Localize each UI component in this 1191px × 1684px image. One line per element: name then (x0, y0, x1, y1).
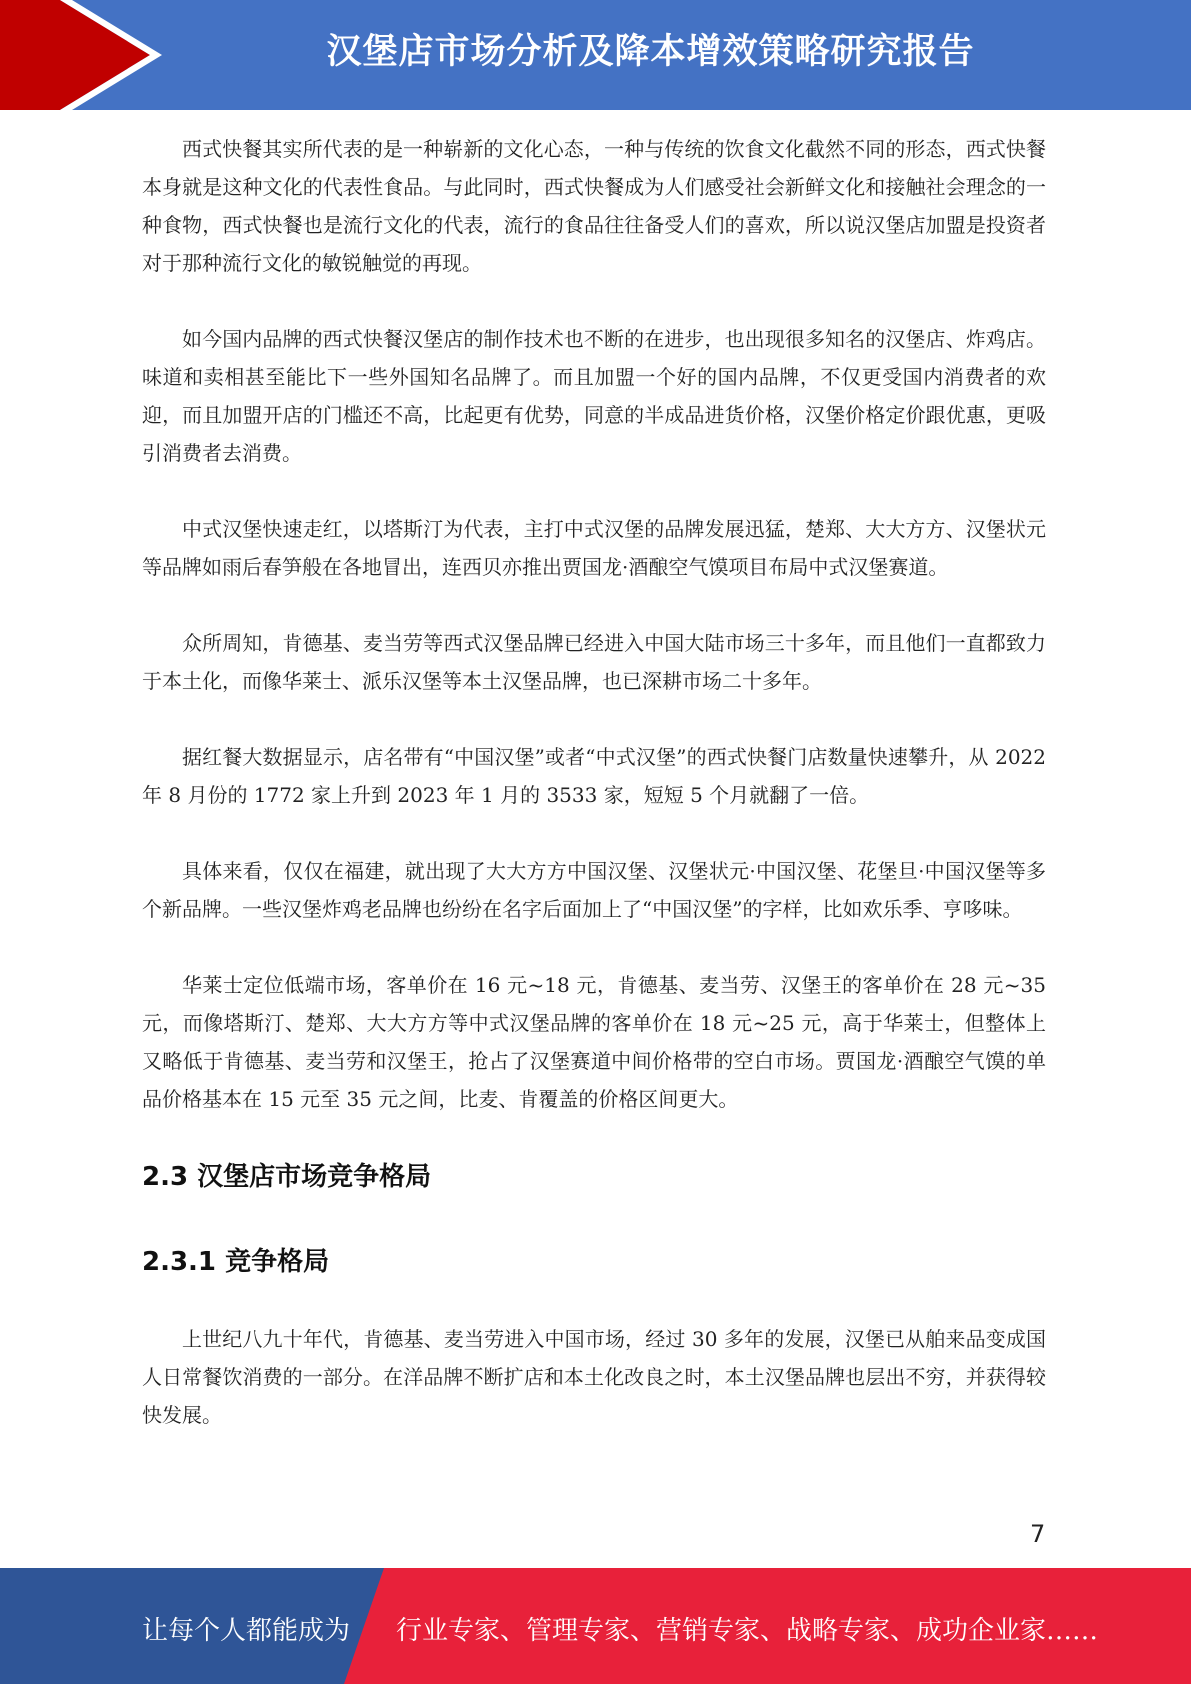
subsection-heading: 2.3.1 竞争格局 (142, 1247, 330, 1277)
paragraph: 中式汉堡快速走红，以塔斯汀为代表，主打中式汉堡的品牌发展迅猛，楚郑、大大方方、汉堡状元等品牌如雨后春笋般在各地冒出，连西贝亦推出贾国龙·酒酿空气馍项目布局中式汉堡赛道。 (142, 517, 1046, 579)
paragraph: 众所周知，肯德基、麦当劳等西式汉堡品牌已经进入中国大陆市场三十多年，而且他们一直都致力于本土化，而像华莱士、派乐汉堡等本土汉堡品牌，也已深耕市场二十多年。 (142, 631, 1046, 693)
paragraph: 具体来看，仅仅在福建，就出现了大大方方中国汉堡、汉堡状元·中国汉堡、花堡旦·中国汉堡等多个新品牌。一些汉堡炸鸡老品牌也纷纷在名字后面加上了“中国汉堡”的字样，比如欢乐季、亨哆味。 (142, 859, 1046, 921)
page-header (0, 0, 1191, 110)
paragraph: 西式快餐其实所代表的是一种崭新的文化心态，一种与传统的饮食文化截然不同的形态，西式快餐本身就是这种文化的代表性食品。与此同时，西式快餐成为人们感受社会新鲜文化和接触社会理念的一种食物，西式快餐也是流行文化的代表，流行的食品往往备受人们的喜欢，所以说汉堡店加盟是投资者对于那种流行文化的敏锐触觉的再现。 (142, 137, 1046, 275)
main-content (142, 130, 1046, 1472)
paragraph: 据红餐大数据显示，店名带有“中国汉堡”或者“中式汉堡”的西式快餐门店数量快速攀升，从 2022 年 8 月份的 1772 家上升到 2023 年 1 月的 3533 家，短短 5 个月就翻了一倍。 (142, 745, 1046, 807)
footer-slogan-left: 让每个人都能成为 (142, 1616, 351, 1646)
footer-slogan-right: 行业专家、管理专家、营销专家、战略专家、成功企业家…… (396, 1616, 1099, 1646)
paragraph: 如今国内品牌的西式快餐汉堡店的制作技术也不断的在进步，也出现很多知名的汉堡店、炸鸡店。味道和卖相甚至能比下一些外国知名品牌了。而且加盟一个好的国内品牌，不仅更受国内消费者的欢迎，而且加盟开店的门槛还不高，比起更有优势，同意的半成品进货价格，汉堡价格定价跟优惠，更吸引消费者去消费。 (142, 327, 1046, 465)
paragraph: 华莱士定位低端市场，客单价在 16 元~18 元，肯德基、麦当劳、汉堡王的客单价在 28 元~35 元，而像塔斯汀、楚郑、大大方方等中式汉堡品牌的客单价在 18 元~25 元，高于华莱士，但整体上又略低于肯德基、麦当劳和汉堡王，抢占了汉堡赛道中间价格带的空白市场。贾国龙·酒酿空气馍的单品价格基本在 15 元至 35 元之间，比麦、肯覆盖的价格区间更大。 (142, 973, 1046, 1111)
page-number: 7 (1030, 1520, 1046, 1548)
page-footer (0, 1568, 1191, 1684)
paragraph: 上世纪八九十年代，肯德基、麦当劳进入中国市场，经过 30 多年的发展，汉堡已从舶来品变成国人日常餐饮消费的一部分。在洋品牌不断扩店和本土化改良之时，本土汉堡品牌也层出不穷，并获得较快发展。 (142, 1327, 1046, 1427)
header-title: 汉堡店市场分析及降本增效策略研究报告 (326, 32, 975, 72)
section-heading: 2.3 汉堡店市场竞争格局 (142, 1162, 432, 1192)
